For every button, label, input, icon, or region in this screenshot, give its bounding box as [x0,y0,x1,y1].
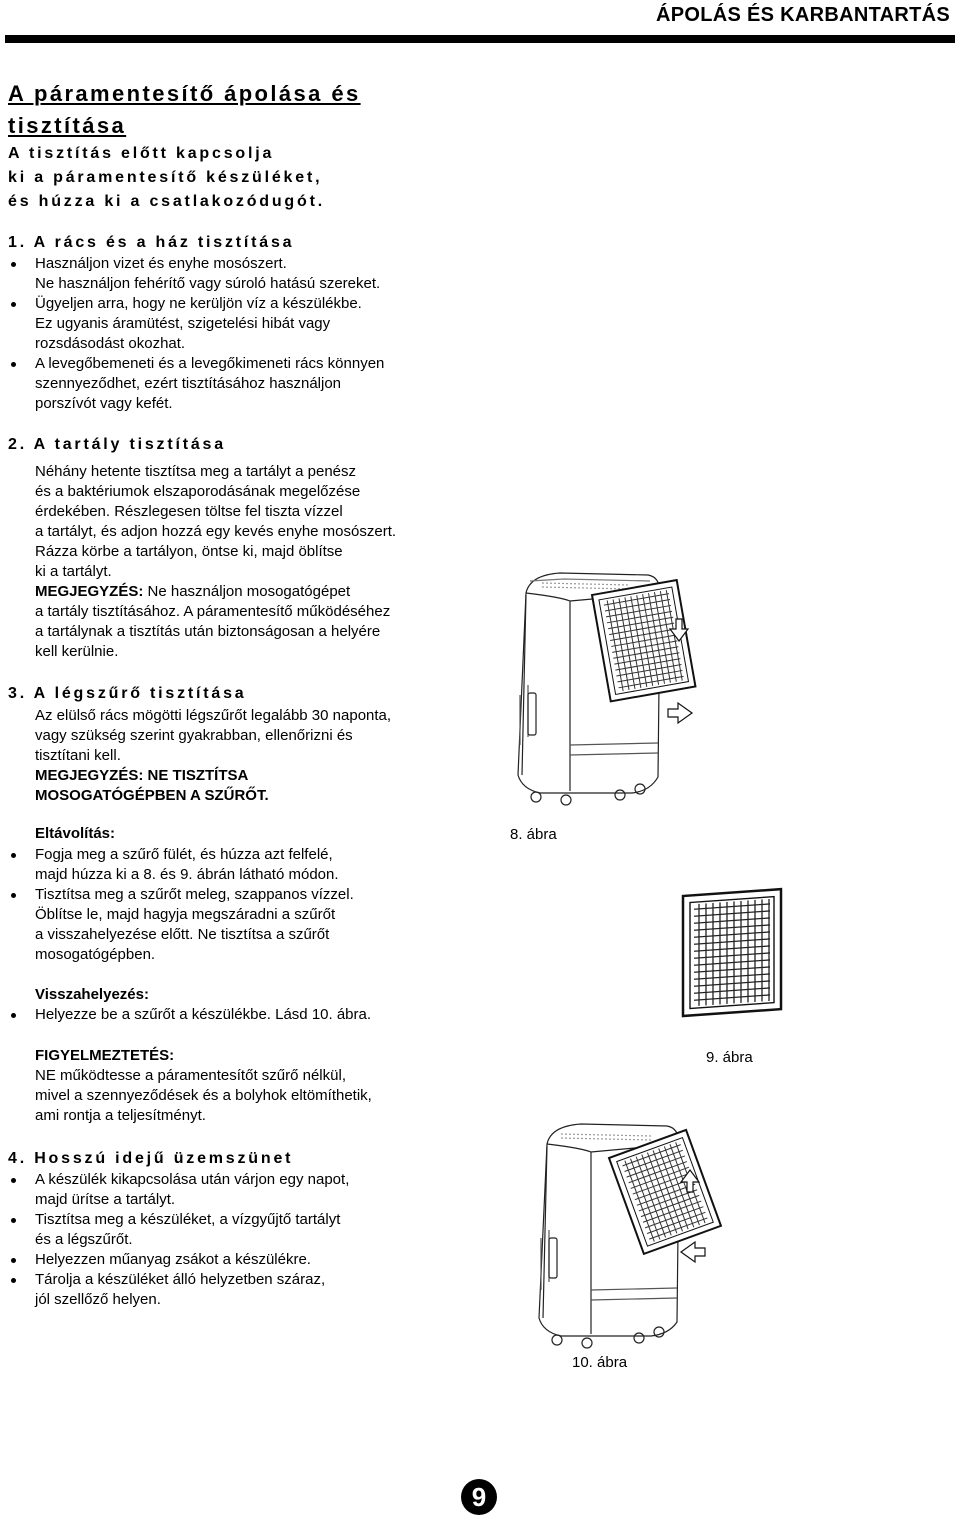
figure-9-filter-illustration [675,878,795,1028]
list-line: rozsdásodást okozhat. [35,335,186,352]
text-line: mivel a szennyeződések és a bolyhok eltömíthetik, [35,1087,372,1104]
list-item [8,885,488,965]
text-line: kell kerülnie. [35,643,119,660]
section-2-body [35,462,495,662]
list-line: Tárolja a készüléket álló helyzetben száraz, [35,1271,326,1288]
note-label: MEGJEGYZÉS: [35,583,144,600]
bullet-icon [11,1013,16,1018]
list-line: Tisztítsa meg a készüléket, a vízgyűjtő tartályt [35,1211,341,1228]
list-item [8,354,488,414]
text-line: NE működtesse a páramentesítőt szűrő nélkül, [35,1067,346,1084]
preface [8,142,325,214]
bullet-icon [11,853,16,858]
list-line: Ne használjon fehérítő vagy súroló hatású szereket. [35,275,381,292]
text-line: Az elülső rács mögötti légszűrőt legalább 30 naponta, [35,707,392,724]
section-1-list [8,254,488,414]
list-line: A levegőbemeneti és a levegőkimeneti rács könnyen [35,355,385,372]
arrow-right-icon [668,703,692,723]
text-line: Rázza körbe a tartályon, öntse ki, majd öblítse [35,543,343,560]
bullet-icon [11,1278,16,1283]
list-line: porszívót vagy kefét. [35,395,173,412]
list-line: Használjon vizet és enyhe mosószert. [35,255,287,272]
list-line: Fogja meg a szűrő fülét, és húzza azt felfelé, [35,846,333,863]
figure-10-dehumidifier-illustration [525,1118,725,1350]
removal-list [8,845,488,965]
list-line: jól szellőző helyen. [35,1291,161,1308]
list-line: szennyeződhet, ezért tisztításához használjon [35,375,342,392]
page-number-badge: 9 [461,1479,497,1515]
figure-10-caption: 10. ábra [572,1354,628,1371]
text-line: a tartály tisztításához. A páramentesítő működéséhez [35,603,391,620]
note-line [35,582,495,602]
list-item [8,1270,488,1310]
reinstall-label: Visszahelyezés: [35,986,149,1003]
text-line: Néhány hetente tisztítsa meg a tartályt a penész [35,463,357,480]
list-item [8,1005,488,1025]
text-line: a tartályt, és adjon hozzá egy kevés enyhe mosószert. [35,523,397,540]
header-rule [5,35,955,43]
removal-label: Eltávolítás: [35,825,116,842]
bullet-icon [11,1258,16,1263]
list-line: a visszahelyezése előtt. Ne tisztítsa a szűrőt [35,926,330,943]
section-4-list [8,1170,488,1310]
text-line: érdekében. Részlegesen töltse fel tiszta vízzel [35,503,343,520]
preface-line: ki a páramentesítő készüléket, [8,169,323,186]
page-title-line-2: tisztítása [8,113,127,138]
warning [35,1046,495,1126]
note-line: MOSOGATÓGÉPBEN A SZŰRŐT. [35,787,269,804]
list-item [8,1170,488,1210]
section-3-body [35,706,495,806]
list-line: majd húzza ki a 8. és 9. ábrán látható módon. [35,866,339,883]
list-line: Helyezze be a szűrőt a készülékbe. Lásd 10. ábra. [35,1006,372,1023]
header-title: ÁPOLÁS ÉS KARBANTARTÁS [655,4,950,26]
section-2-heading: 2. A tartály tisztítása [8,436,226,453]
bullet-icon [11,262,16,267]
list-line: Helyezzen műanyag zsákot a készülékre. [35,1251,311,1268]
note-text: Ne használjon mosogatógépet [143,583,351,600]
list-item [8,1210,488,1250]
warning-label: FIGYELMEZTETÉS: [35,1047,175,1064]
figure-9-caption: 9. ábra [706,1049,753,1066]
list-line: A készülék kikapcsolása után várjon egy napot, [35,1171,350,1188]
list-item [8,294,488,354]
list-line: Ez ugyanis áramütést, szigetelési hibát vagy [35,315,331,332]
figure-8-dehumidifier-illustration [500,565,710,810]
list-line: Tisztítsa meg a szűrőt meleg, szappanos vízzel. [35,886,354,903]
bullet-icon [11,302,16,307]
list-line: majd ürítse a tartályt. [35,1191,176,1208]
list-line: Öblítse le, majd hagyja megszáradni a szűrőt [35,906,336,923]
section-1-heading: 1. A rács és a ház tisztítása [8,234,295,251]
text-line: és a baktériumok elszaporodásának megelőzése [35,483,361,500]
text-line: vagy szükség szerint gyakrabban, ellenőrizni és [35,727,353,744]
preface-line: és húzza ki a csatlakozódugót. [8,193,325,210]
list-item [8,845,488,885]
section-3-heading: 3. A légszűrő tisztítása [8,685,247,702]
text-line: ki a tartályt. [35,563,112,580]
list-line: és a légszűrőt. [35,1231,133,1248]
figure-8-caption: 8. ábra [510,826,557,843]
list-item [8,254,488,294]
bullet-icon [11,893,16,898]
bullet-icon [11,1218,16,1223]
section-4-heading: 4. Hosszú idejű üzemszünet [8,1150,294,1167]
bullet-icon [11,1178,16,1183]
preface-line: A tisztítás előtt kapcsolja [8,145,275,162]
page-title [8,78,361,142]
list-item [8,1250,488,1270]
reinstall-list [8,1005,488,1025]
page-title-line-1: A páramentesítő ápolása és [8,81,361,106]
text-line: a tartálynak a tisztítás után biztonságosan a helyére [35,623,381,640]
text-line: tisztítani kell. [35,747,121,764]
list-line: Ügyeljen arra, hogy ne kerüljön víz a készülékbe. [35,295,362,312]
bullet-icon [11,362,16,367]
list-line: mosogatógépben. [35,946,156,963]
arrow-left-icon [681,1242,705,1262]
note-line: MEGJEGYZÉS: NE TISZTÍTSA [35,767,249,784]
text-line: ami rontja a teljesítményt. [35,1107,206,1124]
